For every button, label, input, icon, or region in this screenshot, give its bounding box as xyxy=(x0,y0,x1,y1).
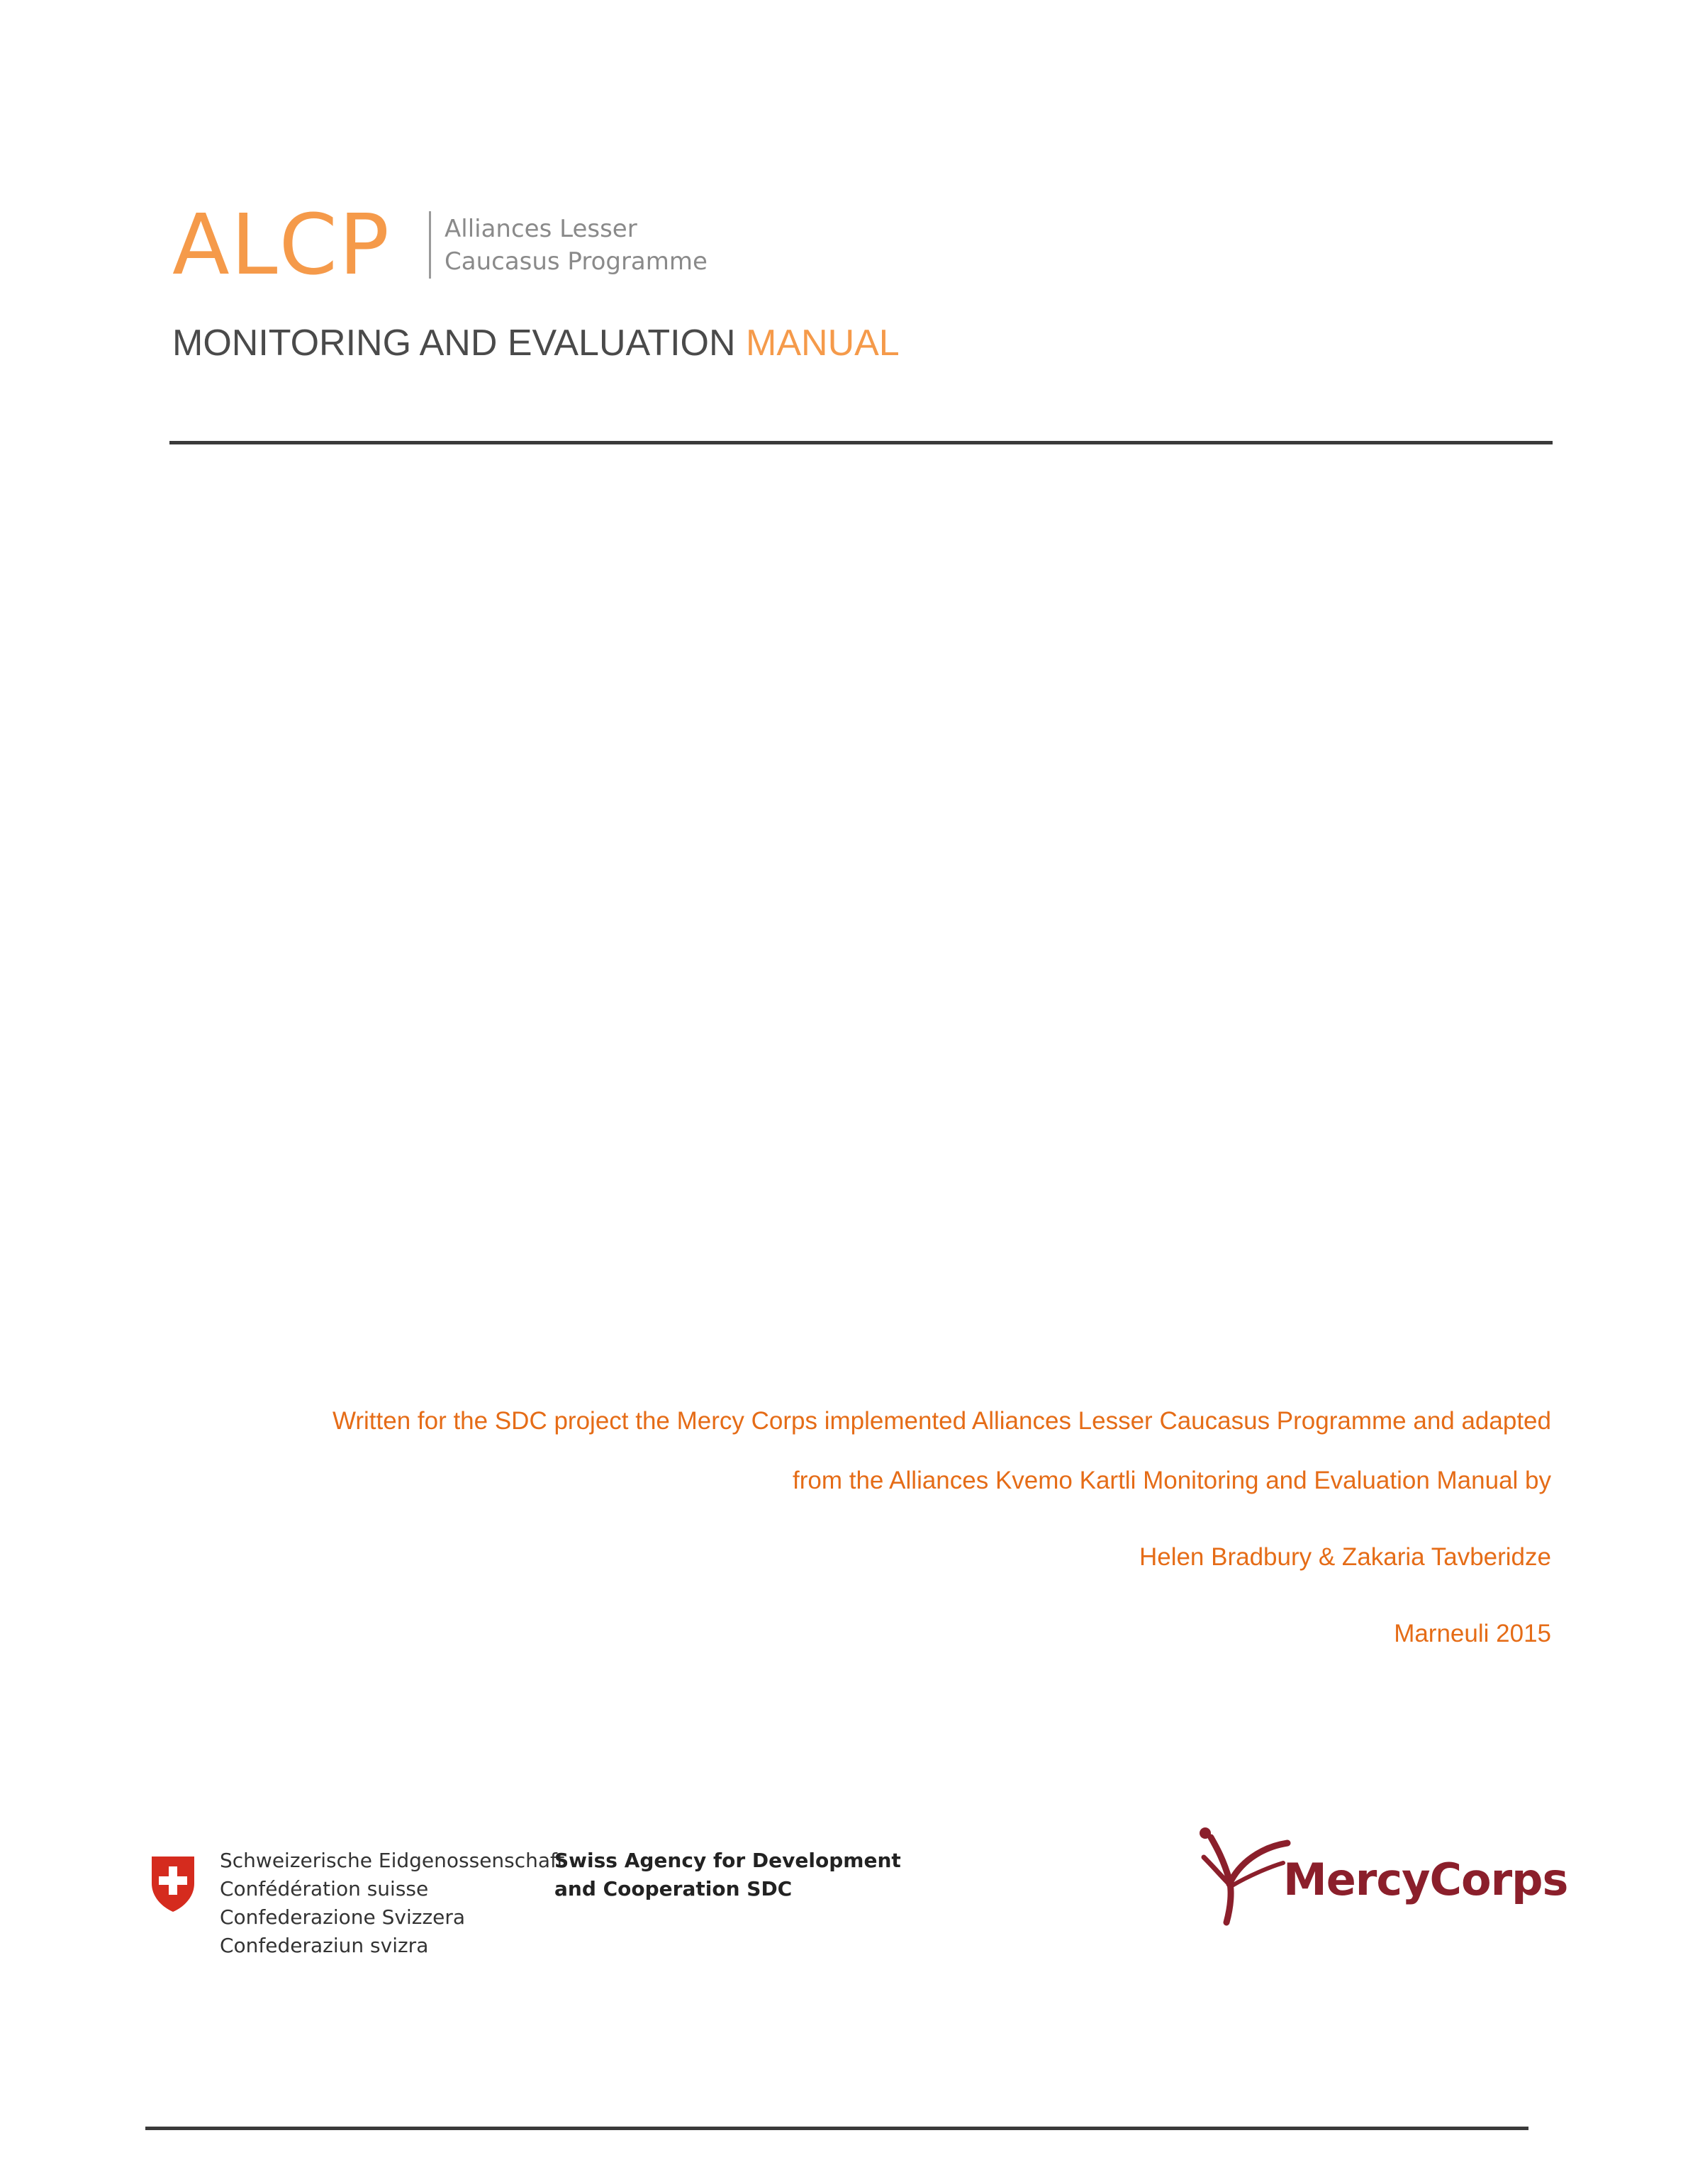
swiss-sdc-logo xyxy=(149,1847,901,1974)
logo-divider xyxy=(429,211,431,279)
alcp-tagline xyxy=(445,213,708,278)
credits-line-2: from the Alliances Kvemo Kartli Monitoring and Evaluation Manual by xyxy=(793,1467,1551,1494)
bottom-divider-rule xyxy=(145,2127,1528,2130)
sdc-name-line1: Swiss Agency for Development xyxy=(554,1849,901,1872)
document-title xyxy=(172,320,900,366)
alcp-tagline-line2: Caucasus Programme xyxy=(445,247,708,276)
document-title-main: MONITORING AND EVALUATION xyxy=(172,323,736,364)
mercy-corps-mark-icon xyxy=(1190,1823,1296,1930)
credits-place-year: Marneuli 2015 xyxy=(1394,1620,1551,1647)
swiss-name-de: Schweizerische Eidgenossenschaft xyxy=(220,1849,565,1872)
alcp-acronym: ALCP xyxy=(172,196,391,293)
top-divider-rule xyxy=(169,441,1553,444)
sdc-name xyxy=(554,1847,901,1903)
swiss-shield-icon xyxy=(149,1855,197,1913)
swiss-name-rm: Confederaziun svizra xyxy=(220,1934,429,1957)
mercy-corps-logo xyxy=(1190,1823,1568,1930)
sdc-name-line2: and Cooperation SDC xyxy=(554,1877,793,1900)
credits-line-1: Written for the SDC project the Mercy Corps implemented Alliances Lesser Caucasus Programme and adapted xyxy=(332,1407,1551,1435)
swiss-name-fr: Confédération suisse xyxy=(220,1877,429,1900)
document-title-accent: MANUAL xyxy=(746,323,900,364)
mercy-corps-wordmark: MercyCorps xyxy=(1283,1854,1568,1905)
swiss-confederation-names xyxy=(220,1847,564,1960)
credits-authors: Helen Bradbury & Zakaria Tavberidze xyxy=(1139,1543,1551,1571)
alcp-tagline-line1: Alliances Lesser xyxy=(445,215,637,243)
swiss-name-it: Confederazione Svizzera xyxy=(220,1905,466,1929)
